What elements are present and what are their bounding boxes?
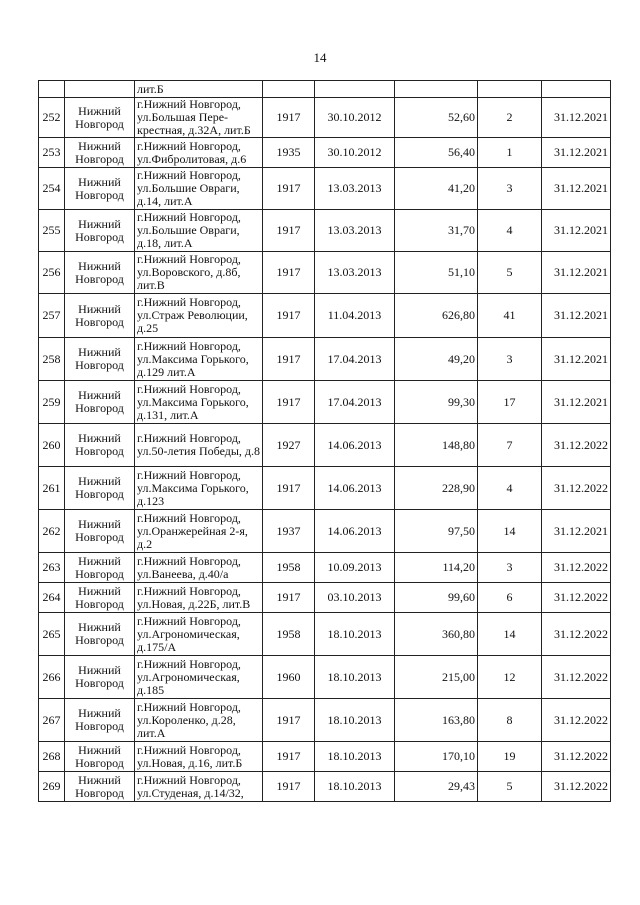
cell-area: 99,30 [395,381,478,424]
cell-address: г.Нижний Новгород, ул.Большая Пере-крестная, д.32А, лит.Б [135,98,263,138]
cell-num: 268 [39,742,65,772]
cell-address: г.Нижний Новгород, ул.Ванеева, д.40/а [135,553,263,583]
housing-registry-table [38,80,611,802]
cell-city: Нижний Новгород [65,699,135,742]
cell-address: лит.Б [135,81,263,98]
cell-deadline: 31.12.2021 [542,338,611,381]
table-row [39,98,611,138]
cell-count: 8 [478,699,542,742]
cell-city: Нижний Новгород [65,98,135,138]
cell-city: Нижний Новгород [65,772,135,802]
cell-address: г.Нижний Новгород, ул.Максима Горького, д.129 лит.А [135,338,263,381]
cell-year: 1917 [263,742,315,772]
table-row [39,168,611,210]
cell-year: 1917 [263,210,315,252]
cell-deadline: 31.12.2022 [542,583,611,613]
cell-count: 2 [478,98,542,138]
cell-date: 13.03.2013 [315,168,395,210]
table-row [39,138,611,168]
cell-year: 1917 [263,381,315,424]
cell-date: 18.10.2013 [315,772,395,802]
cell-address: г.Нижний Новгород, ул.Короленко, д.28, лит.А [135,699,263,742]
cell-num: 263 [39,553,65,583]
cell-address: г.Нижний Новгород, ул.Новая, д.22Б, лит.В [135,583,263,613]
cell-city: Нижний Новгород [65,583,135,613]
cell-count: 14 [478,510,542,553]
cell-area: 56,40 [395,138,478,168]
cell-num: 253 [39,138,65,168]
cell-address: г.Нижний Новгород, ул.Страж Революции, д.25 [135,294,263,338]
cell-count: 3 [478,168,542,210]
cell-count: 12 [478,656,542,699]
cell-address: г.Нижний Новгород, ул.Фибролитовая, д.6 [135,138,263,168]
cell-count: 41 [478,294,542,338]
cell-city: Нижний Новгород [65,613,135,656]
cell-date: 14.06.2013 [315,510,395,553]
cell-city: Нижний Новгород [65,138,135,168]
cell-year: 1917 [263,98,315,138]
cell-address: г.Нижний Новгород, ул.Максима Горького, д.131, лит.А [135,381,263,424]
cell-area: 31,70 [395,210,478,252]
cell-year: 1927 [263,424,315,467]
page-number: 14 [313,50,327,65]
cell-num: 257 [39,294,65,338]
cell-date: 30.10.2012 [315,138,395,168]
cell-count: 6 [478,583,542,613]
cell-date: 30.10.2012 [315,98,395,138]
cell-deadline: 31.12.2021 [542,252,611,294]
table-row [39,210,611,252]
cell-num: 260 [39,424,65,467]
cell-date [315,81,395,98]
cell-deadline: 31.12.2022 [542,699,611,742]
cell-num: 262 [39,510,65,553]
cell-city: Нижний Новгород [65,338,135,381]
cell-deadline: 31.12.2022 [542,467,611,510]
cell-area: 163,80 [395,699,478,742]
cell-date: 18.10.2013 [315,613,395,656]
cell-city: Нижний Новгород [65,510,135,553]
table-row [39,772,611,802]
cell-num: 252 [39,98,65,138]
cell-city: Нижний Новгород [65,168,135,210]
table-row [39,742,611,772]
table-row [39,252,611,294]
cell-date: 03.10.2013 [315,583,395,613]
cell-count [478,81,542,98]
cell-year: 1958 [263,553,315,583]
cell-address: г.Нижний Новгород, ул.Новая, д.16, лит.Б [135,742,263,772]
cell-deadline: 31.12.2021 [542,210,611,252]
cell-num: 258 [39,338,65,381]
cell-area: 49,20 [395,338,478,381]
cell-date: 14.06.2013 [315,467,395,510]
cell-year: 1917 [263,772,315,802]
table-row [39,656,611,699]
cell-deadline: 31.12.2022 [542,656,611,699]
cell-area: 114,20 [395,553,478,583]
table-row [39,381,611,424]
cell-date: 14.06.2013 [315,424,395,467]
cell-num: 264 [39,583,65,613]
cell-address: г.Нижний Новгород, ул.Максима Горького, д.123 [135,467,263,510]
cell-date: 17.04.2013 [315,381,395,424]
cell-date: 13.03.2013 [315,210,395,252]
cell-count: 3 [478,553,542,583]
cell-num: 259 [39,381,65,424]
cell-year [263,81,315,98]
cell-area: 360,80 [395,613,478,656]
cell-city: Нижний Новгород [65,424,135,467]
cell-deadline: 31.12.2021 [542,138,611,168]
cell-area: 148,80 [395,424,478,467]
cell-num: 256 [39,252,65,294]
cell-address: г.Нижний Новгород, ул.Агрономическая, д.175/А [135,613,263,656]
cell-num: 255 [39,210,65,252]
cell-year: 1917 [263,168,315,210]
cell-deadline: 31.12.2022 [542,424,611,467]
table-row [39,294,611,338]
cell-deadline: 31.12.2021 [542,510,611,553]
cell-num [39,81,65,98]
cell-address: г.Нижний Новгород, ул.Агрономическая, д.185 [135,656,263,699]
cell-date: 10.09.2013 [315,553,395,583]
cell-date: 18.10.2013 [315,699,395,742]
cell-date: 18.10.2013 [315,656,395,699]
cell-num: 261 [39,467,65,510]
cell-city: Нижний Новгород [65,381,135,424]
cell-num: 267 [39,699,65,742]
cell-area: 228,90 [395,467,478,510]
cell-year: 1917 [263,699,315,742]
cell-address: г.Нижний Новгород, ул.Оранжерейная 2-я, д.2 [135,510,263,553]
cell-city: Нижний Новгород [65,656,135,699]
cell-city: Нижний Новгород [65,252,135,294]
cell-count: 1 [478,138,542,168]
cell-area: 41,20 [395,168,478,210]
cell-date: 17.04.2013 [315,338,395,381]
cell-year: 1937 [263,510,315,553]
cell-num: 266 [39,656,65,699]
cell-area [395,81,478,98]
cell-area: 99,60 [395,583,478,613]
continuation-row [39,81,611,98]
cell-area: 52,60 [395,98,478,138]
cell-area: 51,10 [395,252,478,294]
cell-address: г.Нижний Новгород, ул.Студеная, д.14/32, [135,772,263,802]
cell-area: 215,00 [395,656,478,699]
cell-city: Нижний Новгород [65,294,135,338]
cell-deadline: 31.12.2021 [542,381,611,424]
cell-year: 1917 [263,583,315,613]
cell-deadline: 31.12.2022 [542,613,611,656]
cell-count: 14 [478,613,542,656]
table-row [39,338,611,381]
table-row [39,583,611,613]
cell-deadline [542,81,611,98]
cell-city: Нижний Новгород [65,210,135,252]
cell-area: 29,43 [395,772,478,802]
cell-count: 5 [478,252,542,294]
cell-city: Нижний Новгород [65,467,135,510]
cell-deadline: 31.12.2022 [542,553,611,583]
table-row [39,467,611,510]
cell-date: 13.03.2013 [315,252,395,294]
cell-area: 170,10 [395,742,478,772]
cell-count: 4 [478,467,542,510]
cell-count: 4 [478,210,542,252]
cell-deadline: 31.12.2022 [542,742,611,772]
cell-address: г.Нижний Новгород, ул.Большие Овраги, д.14, лит.А [135,168,263,210]
cell-deadline: 31.12.2021 [542,168,611,210]
cell-year: 1917 [263,467,315,510]
cell-year: 1917 [263,294,315,338]
cell-area: 97,50 [395,510,478,553]
table-row [39,510,611,553]
cell-year: 1960 [263,656,315,699]
cell-year: 1917 [263,252,315,294]
cell-city: Нижний Новгород [65,553,135,583]
table-row [39,699,611,742]
cell-area: 626,80 [395,294,478,338]
cell-year: 1935 [263,138,315,168]
cell-deadline: 31.12.2021 [542,98,611,138]
cell-date: 11.04.2013 [315,294,395,338]
cell-num: 265 [39,613,65,656]
table-row [39,553,611,583]
cell-year: 1917 [263,338,315,381]
cell-address: г.Нижний Новгород, ул.50-летия Победы, д.8 [135,424,263,467]
cell-city [65,81,135,98]
cell-count: 3 [478,338,542,381]
cell-date: 18.10.2013 [315,742,395,772]
cell-address: г.Нижний Новгород, ул.Воровского, д.8б, лит.В [135,252,263,294]
cell-count: 5 [478,772,542,802]
table-row [39,424,611,467]
cell-address: г.Нижний Новгород, ул.Большие Овраги, д.18, лит.А [135,210,263,252]
cell-deadline: 31.12.2022 [542,772,611,802]
cell-city: Нижний Новгород [65,742,135,772]
cell-count: 17 [478,381,542,424]
cell-deadline: 31.12.2021 [542,294,611,338]
cell-num: 254 [39,168,65,210]
cell-count: 7 [478,424,542,467]
table-row [39,613,611,656]
cell-year: 1958 [263,613,315,656]
cell-count: 19 [478,742,542,772]
cell-num: 269 [39,772,65,802]
